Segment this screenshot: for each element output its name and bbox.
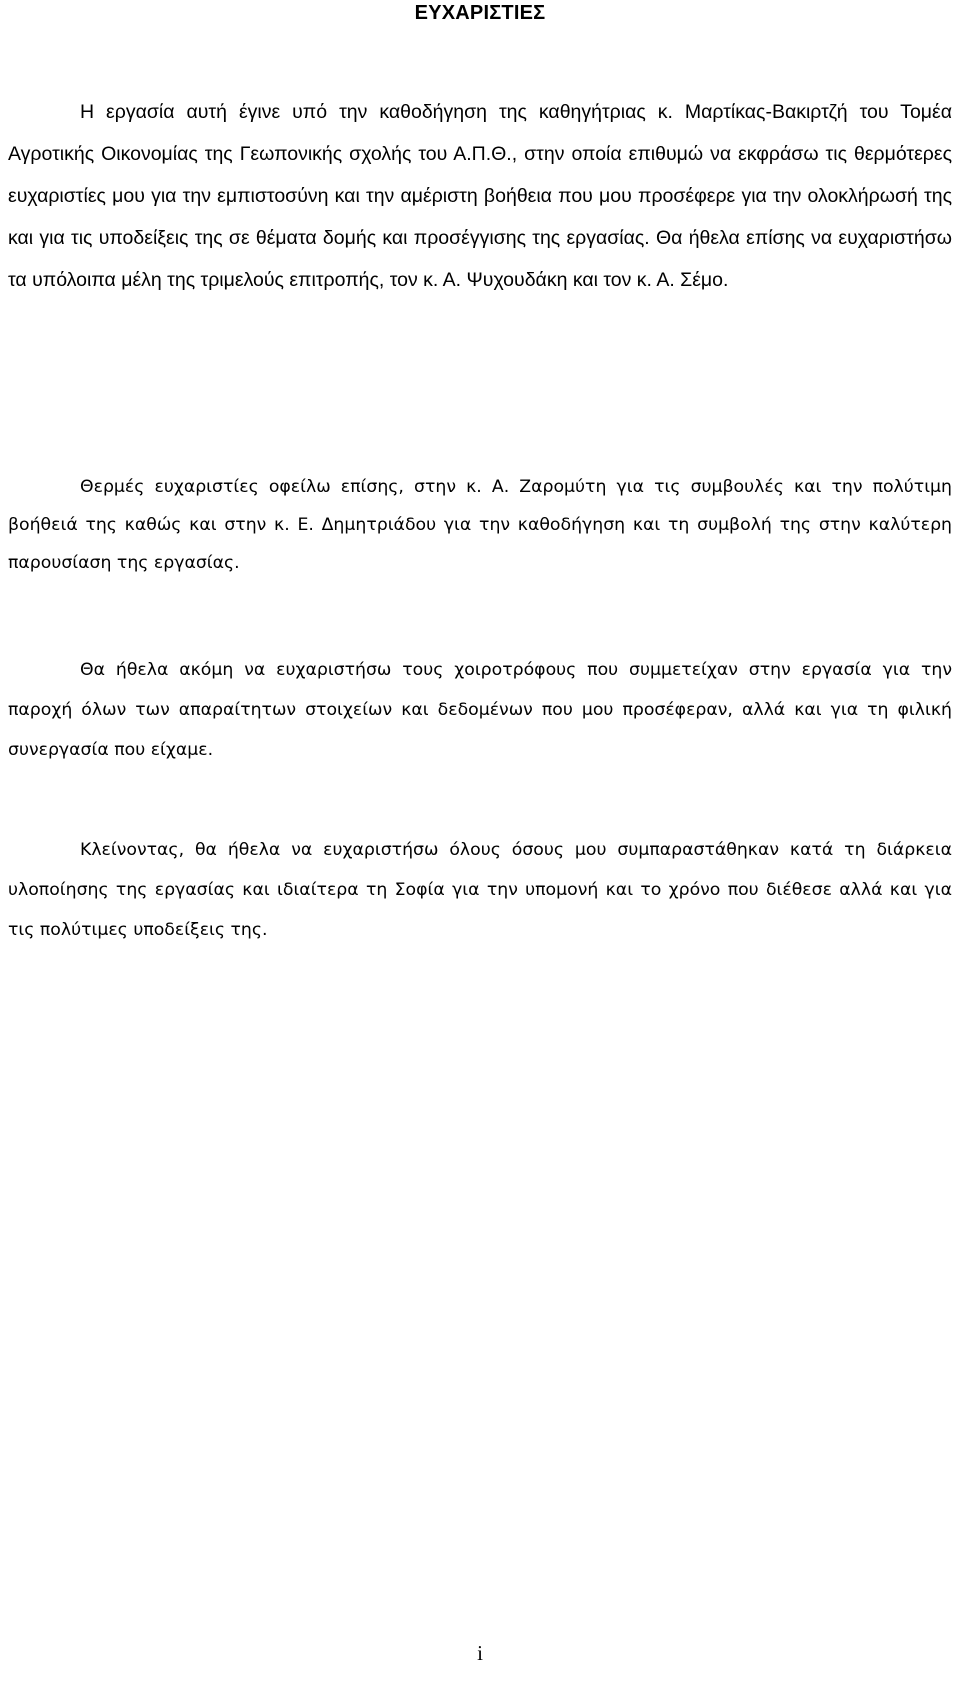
paragraph-text: Κλείνοντας, θα ήθελα να ευχαριστήσω όλους όσους μου συμπαραστάθηκαν κατά τη διάρκεια υλοποίησης της εργασίας και ιδιαίτερα τη Σοφία για την υπομονή και το χρόνο που διέθεσε αλλά και για τις πολύτιμες υποδείξεις της. bbox=[8, 840, 952, 940]
page-number: i bbox=[477, 1641, 483, 1665]
acknowledgement-paragraph-4 bbox=[8, 830, 952, 950]
paragraph-text: Η εργασία αυτή έγινε υπό την καθοδήγηση της καθηγήτριας κ. Μαρτίκας-Βακιρτζή του Τομέα Αγροτικής Οικονομίας της Γεωπονικής σχολής του Α.Π.Θ., στην οποία επιθυμώ να εκφράσω τις θερμότερες ευχαριστίες μου για την εμπιστοσύνη και την αμέριστη βοήθεια που μου προσέφερε για την ολοκλήρωσή της και για τις υποδείξεις της σε θέματα δομής και προσέγγισης της εργασίας. Θα ήθελα επίσης να ευχαριστήσω τα υπόλοιπα μέλη της τριμελούς επιτροπής, τον κ. Α. Ψυχουδάκη και τον κ. Α. Σέμο. bbox=[8, 101, 952, 291]
page-title: ΕΥΧΑΡΙΣΤΙΕΣ bbox=[414, 2, 546, 24]
paragraph-text: Θερμές ευχαριστίες οφείλω επίσης, στην κ. Α. Ζαρομύτη για τις συμβουλές και την πολύτιμη βοήθειά της καθώς και στην κ. Ε. Δημητριάδου για την καθοδήγηση και τη συμβολή της στην καλύτερη παρουσίαση της εργασίας. bbox=[8, 477, 952, 573]
acknowledgement-paragraph-1 bbox=[8, 91, 952, 301]
acknowledgement-paragraph-2 bbox=[8, 468, 952, 582]
acknowledgement-paragraph-3 bbox=[8, 650, 952, 770]
paragraph-text: Θα ήθελα ακόμη να ευχαριστήσω τους χοιροτρόφους που συμμετείχαν στην εργασία για την παροχή όλων των απαραίτητων στοιχείων και δεδομένων που μου προσέφεραν, αλλά και για τη φιλική συνεργασία που είχαμε. bbox=[8, 660, 952, 760]
